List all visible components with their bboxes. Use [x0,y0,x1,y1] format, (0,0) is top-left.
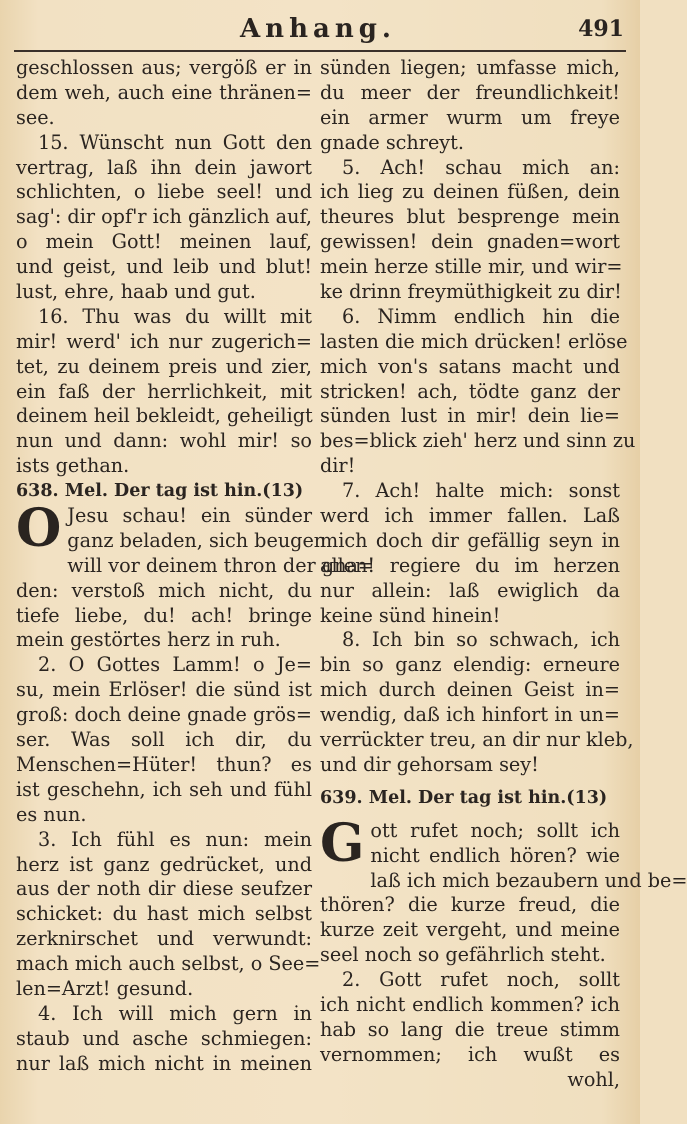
text-line: sag': dir opf'r ich gänzlich auf, [16,205,312,229]
text-line: stricken! ach, tödte ganz der [320,379,620,403]
text-line: ke drinn freymüthigkeit zu dir! [320,280,622,304]
drop-cap: O [16,498,62,560]
text-line: mich doch dir gefällig seyn in [320,528,620,552]
text-line: gewissen! dein gnaden=wort [320,230,620,254]
text-line: ich lieg zu deinen füßen, dein [320,180,620,204]
verse-start-4: 4. Ich will mich gern in [38,1001,312,1025]
text-line: den: verstoß mich nicht, du [16,578,312,602]
text-line: sünden liegen; umfasse mich, [320,56,620,79]
spacer [320,811,620,819]
text-line: vertrag, laß ihn dein jawort [16,155,312,179]
left-column [16,56,374,1077]
text-line: mich von's satans macht und [320,354,620,378]
text-line: deinem heil bekleidt, geheiligt [16,404,313,428]
verse-start-5: 5. Ach! schau mich an: [342,155,620,179]
text-line: mir! werd' ich nur zugerich= [16,329,312,353]
text-line: su, mein Erlöser! die sünd ist [16,678,312,702]
header-rule [14,50,626,52]
text-line: werd ich immer fallen. Laß [320,504,620,528]
text-line: zerknirschet und verwundt: [16,927,312,951]
text-line: thören? die kurze freud, die [320,893,620,917]
text-line: o mein Gott! meinen lauf, [16,230,312,254]
hymn-638-opening [16,498,327,560]
verse-start-7: 7. Ach! halte mich: sonst [342,479,620,503]
text-line: ganz beladen, sich beugen [67,528,327,552]
verse-start-2: 2. Gott rufet noch, sollt [342,968,620,992]
text-line: nur allein: laß ewiglich da [320,578,620,602]
text-line: herz ist ganz gedrücket, und [16,852,312,876]
spacer [320,778,620,786]
text-line: groß: doch deine gnade grös= [16,703,312,727]
text-line: ich nicht endlich kommen? ich [320,992,620,1016]
drop-cap: G [320,812,365,874]
page-header [0,8,640,48]
right-column [320,56,687,1093]
page-number: 491 [578,16,624,42]
text-line: len=Arzt! gesund. [16,976,194,1000]
text-line: tiefe liebe, du! ach! bringe [16,603,312,627]
text-line: ott rufet noch; sollt ich [370,818,620,842]
text-line: ist geschehn, ich seh und fühl [16,777,312,801]
verse-start-16: 16. Thu was du willt mit [38,304,312,328]
text-line: mich durch deinen Geist in= [320,678,620,702]
text-line: aus der noth dir diese seufzer [16,877,312,901]
text-line: und dir gehorsam sey! [320,752,539,776]
verse-start-15: 15. Wünscht nun Gott den [38,130,312,154]
text-line: will vor deinem thron der gna= [67,553,374,577]
text-line: hab so lang die treue stimm [320,1017,620,1041]
hymn-639-heading: 639. Mel. Der tag ist hin.(13) [320,787,608,808]
text-line: gnade schreyt. [320,130,464,154]
text-line: vernommen; ich wußt es [320,1042,620,1066]
text-line: keine sünd hinein! [320,603,501,627]
verse-start-3: 3. Ich fühl es nun: mein [38,827,312,851]
hymn-638-heading: 638. Mel. Der tag ist hin.(13) [16,481,304,502]
text-line: theures blut besprenge mein [320,205,620,229]
text-line: mein herze stille mir, und wir= [320,255,623,279]
text-line: kurze zeit vergeht, und meine [320,918,620,942]
running-title: Anhang. [240,14,396,44]
text-line: wendig, daß ich hinfort in un= [320,703,620,727]
text-line: sünden lust in mir! dein lie= [320,404,620,428]
text-line: es nun. [16,802,87,826]
text-line: verrückter treu, an dir nur kleb, [320,728,634,752]
text-line: du meer der freundlichkeit! [320,80,620,104]
text-line: laß ich mich bezaubern und be= [370,868,687,892]
text-line: staub und asche schmiegen: [16,1026,312,1050]
text-line: dir! [320,454,356,478]
text-line: und geist, und leib und blut! [16,255,312,279]
text-line: bes=blick zieh' herz und sinn zu [320,429,636,453]
text-line: see. [16,105,55,129]
verse-start-8: 8. Ich bin so schwach, ich [342,628,620,652]
text-line: nun und dann: wohl mir! so [16,429,312,453]
text-line: geschlossen aus; vergöß er in [16,56,312,79]
text-line: Jesu schau! ein sünder [67,504,312,528]
verse-start-2: 2. O Gottes Lamm! o Je= [38,653,312,677]
text-line: lasten die mich drücken! erlöse [320,329,628,353]
text-line: nicht endlich hören? wie [370,843,620,867]
verse-start-6: 6. Nimm endlich hin die [342,304,620,328]
text-line: bin so ganz elendig: erneure [320,653,620,677]
text-line: ein armer wurm um freye [320,105,620,129]
catchword: wohl, [567,1067,620,1091]
text-line: mein gestörtes herz in ruh. [16,628,281,652]
hymn-639-opening [320,812,620,874]
text-line: schicket: du hast mich selbst [16,902,312,926]
text-line: lust, ehre, haab und gut. [16,280,256,304]
text-line: ein faß der herrlichkeit, mit [16,379,312,403]
text-line: allen! regiere du im herzen [320,553,620,577]
text-line: Menschen=Hüter! thun? es [16,752,312,776]
text-line: tet, zu deinem preis und zier, [16,354,312,378]
text-line: dem weh, auch eine thränen= [16,80,312,104]
text-line: ser. Was soll ich dir, du [16,728,312,752]
text-line: nur laß mich nicht in meinen [16,1051,312,1075]
text-line: ists gethan. [16,454,130,478]
text-line: schlichten, o liebe seel! und [16,180,312,204]
text-line: mach mich auch selbst, o See= [16,952,321,976]
text-line: seel noch so gefährlich steht. [320,943,606,967]
